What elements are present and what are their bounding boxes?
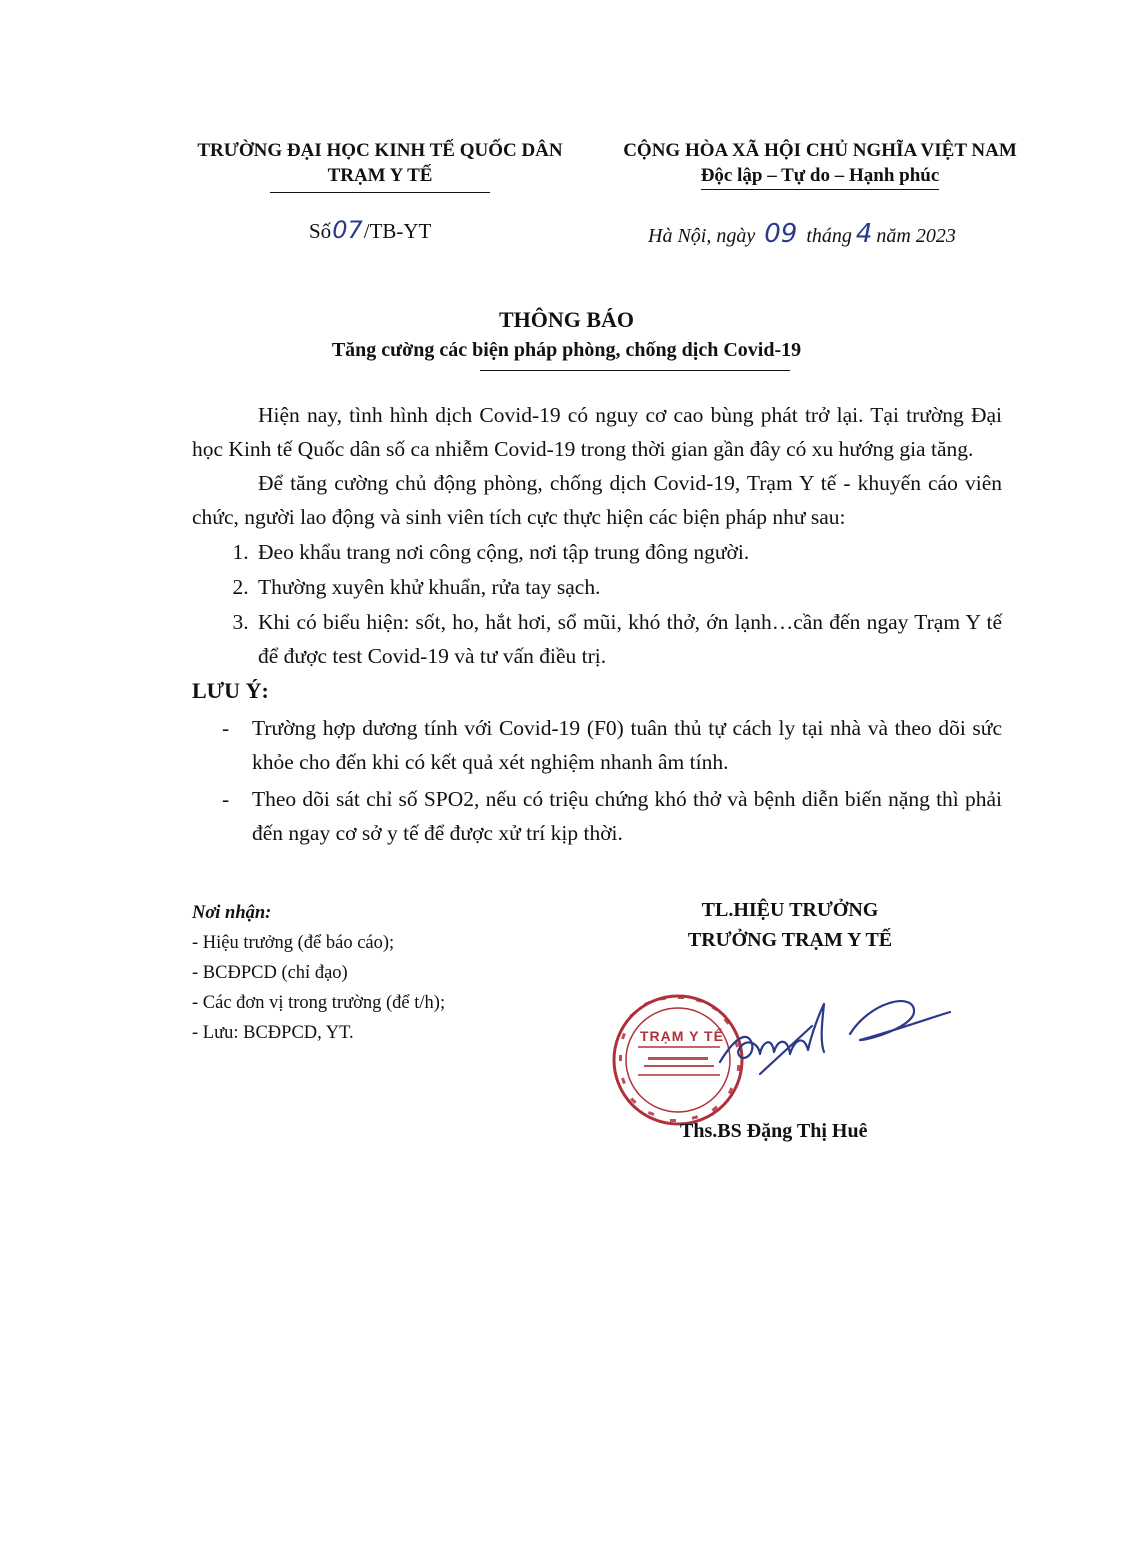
month-label: tháng	[806, 225, 852, 247]
dash-bullet: -	[222, 716, 230, 740]
subtitle-underline	[480, 370, 790, 371]
org-unit: TRẠM Y TẾ	[327, 165, 433, 186]
signatory-titles	[640, 895, 940, 955]
note-heading: LƯU Ý:	[192, 678, 269, 703]
measure-item: 3. Khi có biểu hiện: sốt, ho, hắt hơi, sổ mũi, khó thở, ớn lạnh…cần đến ngay Trạm Y tế để được test Covid-19 và tư vấn điều trị.	[254, 605, 1002, 673]
place-date	[648, 219, 956, 249]
recipient-item: - Hiệu trưởng (để báo cáo);	[192, 933, 395, 953]
note-text: Theo dõi sát chỉ số SPO2, nếu có triệu chứng khó thở và bệnh diễn biến nặng thì phải đến ngay cơ sở y tế để được xử trí kịp thời.	[252, 787, 1002, 845]
place-prefix: Hà Nội, ngày	[648, 225, 756, 247]
date-year: năm 2023	[876, 225, 956, 247]
document-body	[192, 398, 1002, 852]
recipients-block	[192, 898, 612, 1048]
org-header	[160, 138, 600, 193]
dash-bullet: -	[222, 787, 230, 811]
recipient-item: - BCĐPCD (chỉ đạo)	[192, 963, 348, 983]
signatory-title-1: TL.HIỆU TRƯỞNG	[701, 899, 879, 921]
note-item	[222, 711, 1002, 779]
body-paragraph-2: Để tăng cường chủ động phòng, chống dịch Covid-19, Trạm Y tế - khuyến cáo viên chức, người lao động và sinh viên tích cực thực hiện các biện pháp như sau:	[192, 471, 1002, 529]
org-name: TRƯỜNG ĐẠI HỌC KINH TẾ QUỐC DÂN	[197, 140, 563, 161]
signatory-title-2: TRƯỞNG TRẠM Y TẾ	[687, 929, 893, 951]
doc-number-suffix: /TB-YT	[363, 219, 432, 243]
country-name: CỘNG HÒA XÃ HỘI CHỦ NGHĨA VIỆT NAM	[623, 140, 1017, 161]
document-title: THÔNG BÁO	[498, 307, 635, 332]
recipient-item: - Các đơn vị trong trường (để t/h);	[192, 993, 446, 1013]
document-subtitle: Tăng cường các biện pháp phòng, chống dịch Covid-19	[331, 339, 802, 361]
document-number	[309, 216, 431, 244]
doc-number-prefix: Số	[309, 219, 332, 243]
measure-item: 2. Thường xuyên khử khuẩn, rửa tay sạch.	[254, 570, 1002, 604]
stamp-label: TRẠM Y TẾ	[640, 1028, 724, 1044]
note-item	[222, 782, 1002, 850]
country-motto: Độc lập – Tự do – Hạnh phúc	[701, 163, 940, 190]
notes-list	[192, 711, 1002, 850]
body-paragraph-1: Hiện nay, tình hình dịch Covid-19 có nguy cơ cao bùng phát trở lại. Tại trường Đại học Kinh tế Quốc dân số ca nhiễm Covid-19 trong thời gian gần đây có xu hướng gia tăng.	[192, 403, 1002, 461]
date-month: 4	[855, 219, 873, 249]
signer-name: Ths.BS Đặng Thị Huê	[680, 1120, 868, 1142]
doc-number-handwritten: 07	[332, 216, 363, 244]
org-header-rule	[270, 192, 490, 193]
note-text: Trường hợp dương tính với Covid-19 (F0) tuân thủ tự cách ly tại nhà và theo dõi sức khỏe cho đến khi có kết quả xét nghiệm nhanh âm tính.	[252, 716, 1002, 774]
recipient-item: - Lưu: BCĐPCD, YT.	[192, 1023, 354, 1043]
measure-item: 1. Đeo khẩu trang nơi công cộng, nơi tập trung đông người.	[254, 535, 1002, 569]
measures-list	[192, 535, 1002, 673]
handwritten-signature-icon	[700, 982, 960, 1092]
date-day: 09	[764, 219, 798, 249]
recipients-heading: Nơi nhận:	[192, 903, 272, 923]
country-header	[600, 138, 1040, 190]
